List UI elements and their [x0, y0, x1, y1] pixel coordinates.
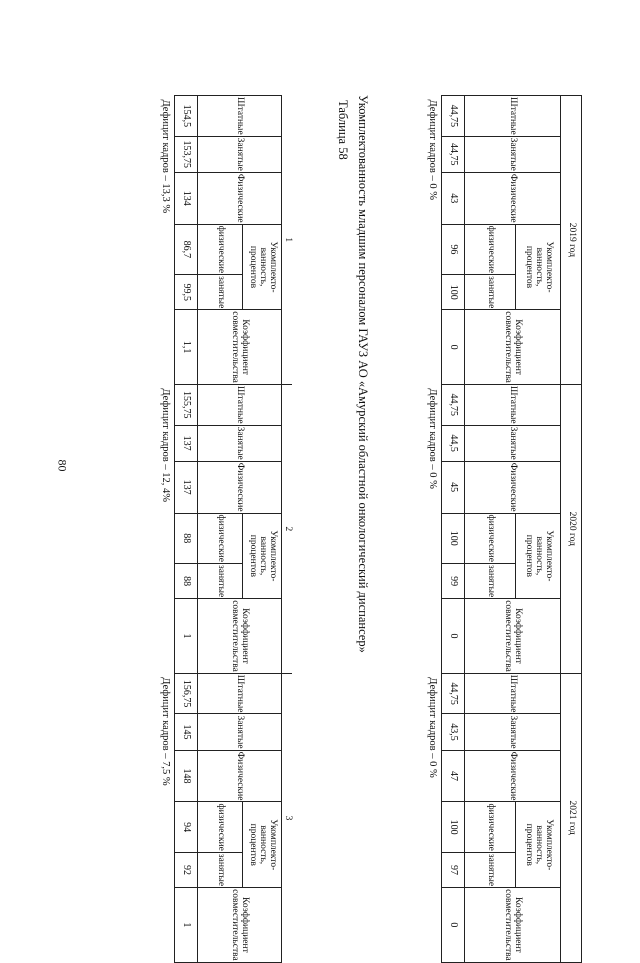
value-cell: 134 — [175, 172, 198, 224]
value-cell: 44,75 — [442, 136, 465, 172]
col-shtatnye: Штатные — [198, 384, 282, 425]
col-ukompl: Укомплекто-ванность, процентов — [516, 802, 561, 888]
col-zanyatye: Занятые — [465, 425, 561, 461]
value-cell: 153,75 — [175, 136, 198, 172]
value-cell: 92 — [175, 852, 198, 887]
col-ukompl: Укомплекто-ванность, процентов — [243, 802, 282, 888]
value-cell: 86,7 — [175, 224, 198, 274]
col-zan-lower: занятые — [465, 564, 516, 599]
value-cell: 1 — [175, 599, 198, 674]
col-ukompl: Укомплекто-ванность, процентов — [243, 224, 282, 310]
value-cell: 43,5 — [442, 714, 465, 750]
value-cell: 0 — [442, 888, 465, 963]
col-ukompl: Укомплекто-ванность, процентов — [516, 513, 561, 599]
group-3-label: 3 — [282, 673, 293, 962]
col-zanyatye: Занятые — [465, 714, 561, 750]
col-zan-lower: занятые — [465, 852, 516, 887]
value-cell: 137 — [175, 425, 198, 461]
col-zan-lower: занятые — [198, 275, 243, 310]
table-2 — [423, 95, 582, 963]
deficit-note: Дефицит кадров – 0 % — [423, 96, 442, 385]
table-label: Таблица 58 — [336, 100, 350, 160]
col-shtatnye: Штатные — [198, 96, 282, 137]
value-cell: 148 — [175, 750, 198, 802]
table-title: Укомплектованность младшим персоналом ГАУЗ АО «Амурский областной онкологический диспансер» — [356, 95, 370, 653]
deficit-note: Дефицит кадров – 12, 4% — [156, 384, 175, 673]
group-2019-label: 2019 год — [561, 96, 582, 385]
col-koef: Коэффициент совместительства — [465, 599, 561, 674]
value-cell: 88 — [175, 564, 198, 599]
value-cell: 97 — [442, 852, 465, 887]
col-shtatnye: Штатные — [465, 673, 561, 714]
col-shtatnye: Штатные — [198, 673, 282, 714]
deficit-note: Дефицит кадров – 0 % — [423, 673, 442, 962]
value-cell: 44,75 — [442, 384, 465, 425]
value-cell: 100 — [442, 275, 465, 310]
group-2-label: 2 — [282, 384, 293, 673]
value-cell: 43 — [442, 172, 465, 224]
value-cell: 1,1 — [175, 310, 198, 385]
col-koef: Коэффициент совместительства — [198, 310, 282, 385]
col-fiz-lower: физические — [465, 802, 516, 852]
value-cell: 0 — [442, 310, 465, 385]
col-koef: Коэффициент совместительства — [465, 310, 561, 385]
value-cell: 44,75 — [442, 96, 465, 137]
value-cell: 100 — [442, 513, 465, 563]
value-cell: 88 — [175, 513, 198, 563]
page-number: 80 — [55, 459, 70, 472]
col-fizicheskie: Физические — [465, 461, 561, 513]
col-ukompl: Укомплекто-ванность, процентов — [516, 224, 561, 310]
value-cell: 156,75 — [175, 673, 198, 714]
col-zanyatye: Занятые — [198, 425, 282, 461]
col-fizicheskie: Физические — [198, 750, 282, 802]
value-cell: 45 — [442, 461, 465, 513]
col-fiz-lower: физические — [198, 513, 243, 563]
value-cell: 155,75 — [175, 384, 198, 425]
value-cell: 1 — [175, 888, 198, 963]
value-cell: 44,5 — [442, 425, 465, 461]
deficit-note: Дефицит кадров – 13,3 % — [156, 96, 175, 385]
deficit-note: Дефицит кадров – 7,5 % — [156, 673, 175, 962]
col-fizicheskie: Физические — [465, 750, 561, 802]
value-cell: 44,75 — [442, 673, 465, 714]
value-cell: 154,5 — [175, 96, 198, 137]
value-cell: 47 — [442, 750, 465, 802]
col-koef: Коэффициент совместительства — [198, 888, 282, 963]
col-zan-lower: занятые — [465, 275, 516, 310]
col-ukompl: Укомплекто-ванность, процентов — [243, 513, 282, 599]
value-cell: 96 — [442, 224, 465, 274]
col-zan-lower: занятые — [198, 564, 243, 599]
group-2021-label: 2021 год — [561, 673, 582, 962]
value-cell: 137 — [175, 461, 198, 513]
col-fiz-lower: физические — [198, 224, 243, 274]
deficit-note: Дефицит кадров – 0 % — [423, 384, 442, 673]
value-cell: 100 — [442, 802, 465, 852]
col-zanyatye: Занятые — [198, 714, 282, 750]
col-koef: Коэффициент совместительства — [198, 599, 282, 674]
col-fizicheskie: Физические — [465, 172, 561, 224]
col-fizicheskie: Физические — [198, 172, 282, 224]
group-1-label: 1 — [282, 96, 293, 385]
col-zan-lower: занятые — [198, 852, 243, 887]
col-zanyatye: Занятые — [465, 136, 561, 172]
value-cell: 99 — [442, 564, 465, 599]
col-fiz-lower: физические — [465, 224, 516, 274]
value-cell: 99,5 — [175, 275, 198, 310]
col-fiz-lower: физические — [465, 513, 516, 563]
col-shtatnye: Штатные — [465, 96, 561, 137]
col-fizicheskie: Физические — [198, 461, 282, 513]
table-1 — [156, 95, 292, 963]
col-shtatnye: Штатные — [465, 384, 561, 425]
col-koef: Коэффициент совместительства — [465, 888, 561, 963]
value-cell: 0 — [442, 599, 465, 674]
value-cell: 94 — [175, 802, 198, 852]
value-cell: 145 — [175, 714, 198, 750]
group-2020-label: 2020 год — [561, 384, 582, 673]
col-zanyatye: Занятые — [198, 136, 282, 172]
col-fiz-lower: физические — [198, 802, 243, 852]
